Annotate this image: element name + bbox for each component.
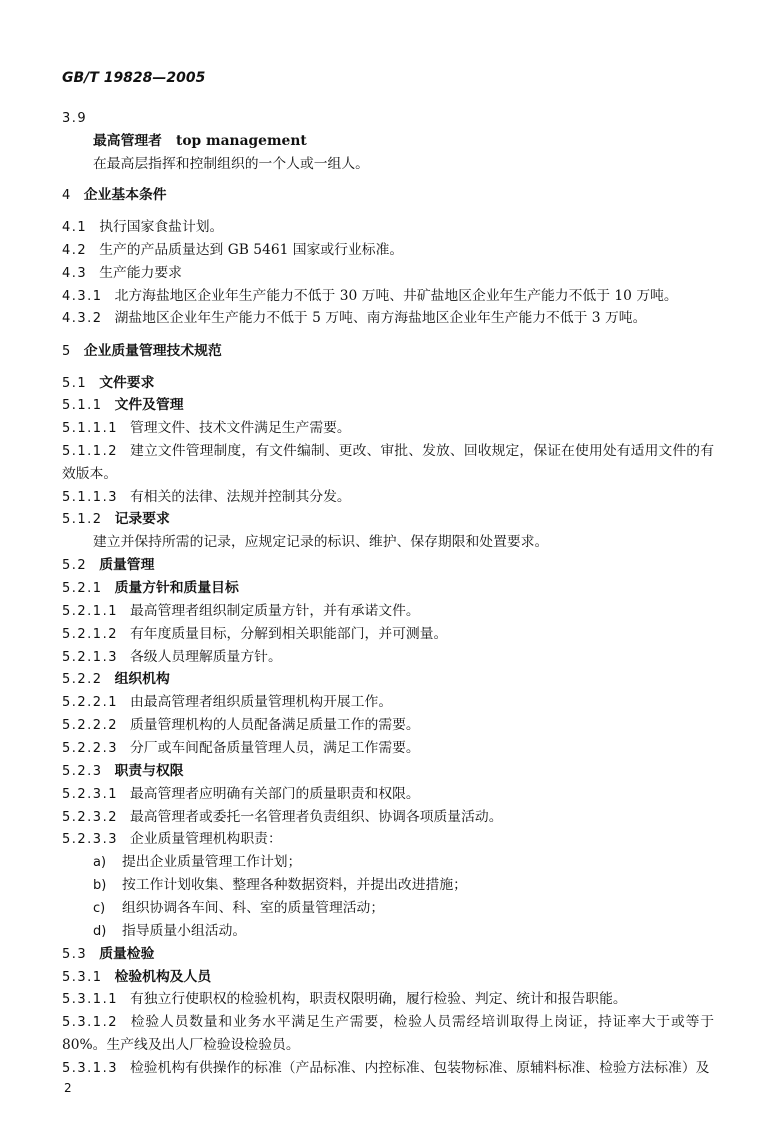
section-number: 4 bbox=[62, 188, 72, 203]
clause-text: 最高管理者组织制定质量方针，并有承诺文件。 bbox=[129, 603, 420, 619]
clause-5-1-1-3 bbox=[62, 486, 714, 509]
section-title: 企业基本条件 bbox=[83, 187, 167, 203]
clause-text: 湖盐地区企业年生产能力不低于 5 万吨、南方海盐地区企业年生产能力不低于 3 万吨。 bbox=[114, 310, 647, 326]
list-label: c) bbox=[93, 901, 106, 916]
section-number: 5 bbox=[62, 344, 72, 359]
clause-number: 5.2.2.3 bbox=[62, 741, 118, 756]
clause-3-9-number bbox=[62, 107, 714, 130]
clause-5-1-2 bbox=[62, 508, 714, 531]
clause-number: 4.1 bbox=[62, 220, 88, 235]
clause-text: 最高管理者或委托一名管理者负责组织、协调各项质量活动。 bbox=[129, 809, 503, 825]
clause-number: 5.2.1.1 bbox=[62, 604, 118, 619]
clause-5-2-1 bbox=[62, 577, 714, 600]
clause-5-3-1-2 bbox=[62, 1011, 714, 1057]
clause-5-2-1-3 bbox=[62, 646, 714, 669]
clause-text: 管理文件、技术文件满足生产需要。 bbox=[129, 420, 351, 436]
clause-5-2-3-2 bbox=[62, 806, 714, 829]
clause-4-3-2 bbox=[62, 307, 714, 330]
term-definition: 在最高层指挥和控制组织的一个人或一组人。 bbox=[93, 156, 369, 172]
clause-number: 4.3 bbox=[62, 266, 88, 281]
list-label: a) bbox=[93, 855, 107, 870]
clause-5-2-2-2 bbox=[62, 714, 714, 737]
clause-title: 文件要求 bbox=[99, 375, 155, 391]
clause-text: 有年度质量目标，分解到相关职能部门，并可测量。 bbox=[129, 626, 448, 642]
list-item bbox=[93, 874, 714, 897]
list-label: d) bbox=[93, 924, 107, 939]
section-4-heading bbox=[62, 184, 714, 207]
standard-number-header: GB/T 19828—2005 bbox=[62, 70, 206, 86]
clause-text: 企业质量管理机构职责： bbox=[129, 831, 282, 847]
clause-5-2 bbox=[62, 554, 714, 577]
list-text: 组织协调各车间、科、室的质量管理活动； bbox=[122, 900, 385, 916]
clause-title: 质量检验 bbox=[99, 946, 155, 962]
clause-number: 4.3.2 bbox=[62, 311, 103, 326]
clause-number: 5.2.3.3 bbox=[62, 832, 118, 847]
clause-number: 5.3.1.1 bbox=[62, 992, 118, 1007]
clause-text: 北方海盐地区企业年生产能力不低于 30 万吨、井矿盐地区企业年生产能力不低于 10 万吨。 bbox=[114, 288, 678, 304]
clause-5-3 bbox=[62, 943, 714, 966]
clause-number: 5.2.1 bbox=[62, 581, 103, 596]
clause-4-1 bbox=[62, 216, 714, 239]
clause-number: 3.9 bbox=[62, 111, 88, 126]
clause-5-3-1-3 bbox=[62, 1057, 714, 1080]
clause-number: 5.2.2.1 bbox=[62, 695, 118, 710]
clause-5-3-1 bbox=[62, 966, 714, 989]
clause-title: 检验机构及人员 bbox=[114, 969, 212, 985]
list-text: 提出企业质量管理工作计划； bbox=[122, 854, 302, 870]
clause-4-2 bbox=[62, 239, 714, 262]
clause-number: 4.3.1 bbox=[62, 289, 103, 304]
clause-number: 5.1.2 bbox=[62, 512, 103, 527]
clause-5-1-1-1 bbox=[62, 417, 714, 440]
clause-5-3-1-1 bbox=[62, 988, 714, 1011]
list-text: 按工作计划收集、整理各种数据资料，并提出改进措施； bbox=[122, 877, 467, 893]
clause-title: 文件及管理 bbox=[114, 397, 184, 413]
clause-5-1-1 bbox=[62, 394, 714, 417]
section-5-heading bbox=[62, 340, 714, 363]
clause-number: 5.3.1 bbox=[62, 970, 103, 985]
clause-title: 组织机构 bbox=[114, 671, 170, 687]
clause-text: 各级人员理解质量方针。 bbox=[129, 649, 282, 665]
clause-5-2-1-1 bbox=[62, 600, 714, 623]
clause-title: 记录要求 bbox=[114, 511, 170, 527]
clause-number: 5.2.2 bbox=[62, 672, 103, 687]
clause-text: 生产的产品质量达到 GB 5461 国家或行业标准。 bbox=[99, 242, 404, 258]
clause-text: 有独立行使职权的检验机构，职责权限明确，履行检验、判定、统计和报告职能。 bbox=[129, 991, 627, 1007]
clause-number: 5.2.2.2 bbox=[62, 718, 118, 733]
clause-number: 5.2.1.3 bbox=[62, 650, 118, 665]
clause-5-1-1-2 bbox=[62, 440, 714, 486]
term-line bbox=[93, 130, 714, 153]
clause-text: 执行国家食盐计划。 bbox=[99, 219, 224, 235]
clause-5-2-3-3 bbox=[62, 828, 714, 851]
clause-5-2-2 bbox=[62, 668, 714, 691]
list-text: 指导质量小组活动。 bbox=[122, 923, 247, 939]
clause-number: 5.3 bbox=[62, 947, 88, 962]
section-title: 企业质量管理技术规范 bbox=[83, 343, 222, 359]
clause-5-2-2-3 bbox=[62, 737, 714, 760]
clause-number: 5.1.1.3 bbox=[62, 490, 118, 505]
list-item bbox=[93, 897, 714, 920]
clause-number: 5.2.1.2 bbox=[62, 627, 118, 642]
clause-number: 5.2.3 bbox=[62, 764, 103, 779]
clause-text: 检验人员数量和业务水平满足生产需要，检验人员需经培训取得上岗证，持证率大于或等于 80%。生产线及出人厂检验设检验员。 bbox=[62, 1014, 714, 1053]
clause-5-2-2-1 bbox=[62, 691, 714, 714]
clause-number: 5.3.1.2 bbox=[62, 1015, 118, 1030]
list-item bbox=[93, 920, 714, 943]
clause-text: 建立文件管理制度，有文件编制、更改、审批、发放、回收规定，保证在使用处有适用文件的有效版本。 bbox=[62, 443, 714, 482]
clause-4-3 bbox=[62, 262, 714, 285]
clause-number: 4.2 bbox=[62, 243, 88, 258]
clause-5-2-3 bbox=[62, 760, 714, 783]
clause-number: 5.1.1.2 bbox=[62, 444, 118, 459]
clause-number: 5.3.1.3 bbox=[62, 1061, 118, 1076]
clause-number: 5.2 bbox=[62, 558, 88, 573]
clause-text: 最高管理者应明确有关部门的质量职责和权限。 bbox=[129, 786, 420, 802]
clause-number: 5.1.1 bbox=[62, 398, 103, 413]
clause-text: 由最高管理者组织质量管理机构开展工作。 bbox=[129, 694, 393, 710]
clause-number: 5.1 bbox=[62, 376, 88, 391]
clause-4-3-1 bbox=[62, 285, 714, 308]
clause-title: 质量方针和质量目标 bbox=[114, 580, 239, 596]
clause-text: 有相关的法律、法规并控制其分发。 bbox=[129, 489, 351, 505]
clause-text: 检验机构有供操作的标准（产品标准、内控标准、包装物标准、原辅料标准、检验方法标准）及 bbox=[129, 1060, 710, 1076]
term-en: top management bbox=[175, 133, 307, 149]
clause-number: 5.2.3.1 bbox=[62, 787, 118, 802]
term-zh: 最高管理者 bbox=[93, 133, 162, 149]
clause-5-1 bbox=[62, 372, 714, 395]
clause-title: 质量管理 bbox=[99, 557, 155, 573]
clause-title: 职责与权限 bbox=[114, 763, 184, 779]
page-number: 2 bbox=[64, 1081, 72, 1095]
clause-5-2-3-1 bbox=[62, 783, 714, 806]
records-paragraph: 建立并保持所需的记录，应规定记录的标识、维护、保存期限和处置要求。 bbox=[93, 534, 549, 550]
clause-5-2-1-2 bbox=[62, 623, 714, 646]
clause-number: 5.2.3.2 bbox=[62, 810, 118, 825]
clause-text: 分厂或车间配备质量管理人员，满足工作需要。 bbox=[129, 740, 420, 756]
clause-text: 质量管理机构的人员配备满足质量工作的需要。 bbox=[129, 717, 420, 733]
list-item bbox=[93, 851, 714, 874]
list-label: b) bbox=[93, 878, 107, 893]
clause-number: 5.1.1.1 bbox=[62, 421, 118, 436]
clause-text: 生产能力要求 bbox=[99, 265, 182, 281]
